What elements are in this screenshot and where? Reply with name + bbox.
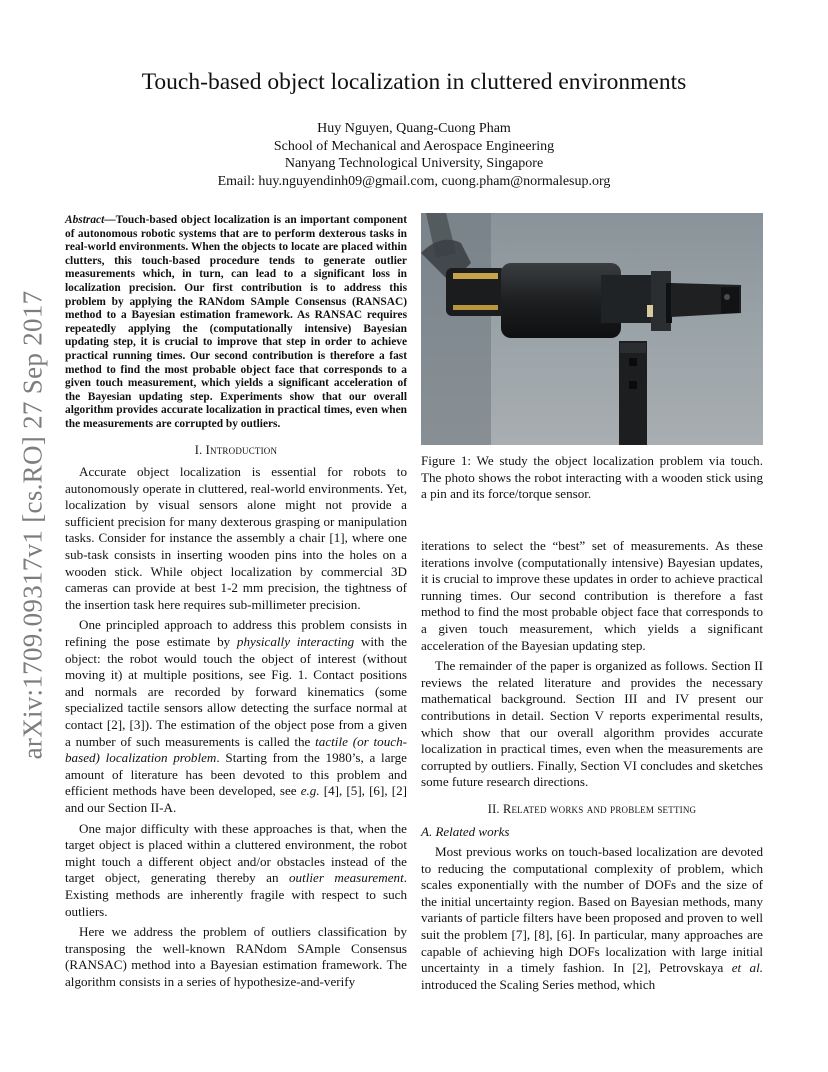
intro-p2-text-d: [4], [5], [6], [2] and our Section II-A. [65,783,408,815]
intro-paragraph-1: Accurate object localization is essential for robots to autonomously operate in cluttered, real-world environments. Yet, localization by visual sensors alone might not provide a sufficient precision for many dexterous grasping or manipulation tasks. Consider for instance the assembly a chair [1], where one sub-task consists in inserting wooden pins into the holes on a wooden stick. While object localization by commercial 3D cameras can provide at best 1-2 mm precision, the tightness of the insertion task here requires sub-millimeter precision. [65,464,407,612]
intro-p2-text-b: with the object: the robot would touch the object of interest (without moving it) at multiple positions, see Fig. 1. Contact positions and normals are recorded by forward kinematics (some specialized tactile sensors allow detecting the surface normal at contact [2], [3]). The estimation of the object pose from a given a number of such measurements is called the [65,634,407,749]
intro-p2-text-a: One principled approach to address this problem consists in refining the pose estimate by [65,617,407,650]
abstract-text: —Touch-based object localization is an important component of autonomous robotic systems that are to perform dexterous tasks in real-world environments. When the objects to locate are placed within clutters, this touch-based procedure tends to generate outlier measurements which, in turn, can lead to a significant loss in localization precision. Our first contribution is to address this problem by applying the RANdom SAmple Consensus (RANSAC) method to a Bayesian estimation framework. As RANSAC requires repeatedly applying the (computationally intensive) Bayesian updating step, it is crucial to improve that step in order to achieve practical running times. Our second contribution is therefore a fast method to find the most probable object face that corresponds to a given touch measurement, which yields a significant acceleration of the Bayesian updating step. Experiments show that our overall algorithm provides accurate localization in practical times, even when the measurements are corrupted by outliers. [65,214,407,430]
related-text-b: introduced the Scaling Series method, which [421,976,656,992]
intro-p3-emphasis: outlier measurement [289,870,404,886]
robot-photo-illustration [421,213,763,445]
arxiv-identifier-stamp [8,285,58,765]
right-paragraph-1: iterations to select the “best” set of measurements. As these iterations involve (computationally intensive) Bayesian updates, it is crucial to improve these updates in order to achieve practical running times. Our second contribution is therefore a fast method to find the most probable object face that corresponds to a given touch measurement, which yields a significant acceleration of the Bayesian updating step. [421,538,763,653]
paper-title: Touch-based object localization in cluttered environments [141,69,687,95]
figure-1-caption: Figure 1: We study the object localization problem via touch. The photo shows the robot interacting with a wooden stick using a pin and its force/torque sensor. [421,453,763,502]
arxiv-identifier-text: arXiv:1709.09317v1 [cs.RO] 27 Sep 2017 [17,290,48,760]
intro-p2-text-c: . Starting from the 1980’s, a large amount of literature has been devoted to this problem and efficient methods have been developed, see [65,750,407,799]
abstract [65,214,407,432]
intro-paragraph-4: Here we address the problem of outliers classification by transposing the well-known RANdom SAmple Consensus (RANSAC) method into a Bayesian estimation framework. The algorithm consists in a series of hypothesize-and-verify [65,924,407,989]
section-heading-introduction: I. Introduction [194,442,278,457]
affiliation-line-1: School of Mechanical and Aerospace Engineering [273,138,555,154]
intro-p2-emphasis-3: e.g. [300,783,320,799]
figure-1-photo [421,213,763,445]
intro-p3-text-a: One major difficulty with these approaches is that, when the target object is placed within a cluttered environment, the robot might touch a different object and/or obstacles instead of the target object, generating thereby an [65,820,407,886]
section-heading-related-works: II. Related works and problem setting [487,801,697,816]
affiliation-line-2: Nanyang Technological University, Singapore [284,156,544,171]
related-emphasis: et al. [731,960,763,976]
author-block [60,120,768,190]
right-column [421,538,763,997]
author-email: Email: huy.nguyendinh09@gmail.com, cuong.pham@normalesup.org [217,173,611,189]
right-paragraph-2: The remainder of the paper is organized as follows. Section II reviews the related literature and provides the necessary mathematical background. Section III and IV present our contributions in detail. Section V reports experimental results, which show that our overall algorithm provides accurate localization in practical times, even when the measurements are corrupted by outliers. Finally, Section VI concludes and sketches some future research directions. [421,658,763,790]
subsection-heading-related-works: A. Related works [421,823,510,839]
related-text-a: Most previous works on touch-based localization are devoted to reducing the computational complexity of problem, which scales exponentially with the number of DOFs and the size of the initial uncertainty region. Based on Bayesian methods, many variants of particle filters have been proposed and proven to well suit the problem [7], [8], [6]. In particular, many approaches are capable of achieving high DOFs localization with large initial uncertainty in a timely fashion. In [2], Petrovskaya [421,844,763,976]
intro-paragraph-3 [65,821,407,921]
related-works-paragraph [421,844,763,993]
intro-paragraph-2 [65,617,407,816]
abstract-label: Abstract [65,214,105,226]
left-column [65,214,407,995]
intro-p3-text-b: . Existing methods are inherently fragile with respect to such outliers. [65,870,407,919]
author-names: Huy Nguyen, Quang-Cuong Pham [317,121,511,136]
intro-p2-emphasis-1: physically interacting [236,634,355,650]
intro-p2-emphasis-2: tactile (or touch-based) localization problem [65,733,407,766]
